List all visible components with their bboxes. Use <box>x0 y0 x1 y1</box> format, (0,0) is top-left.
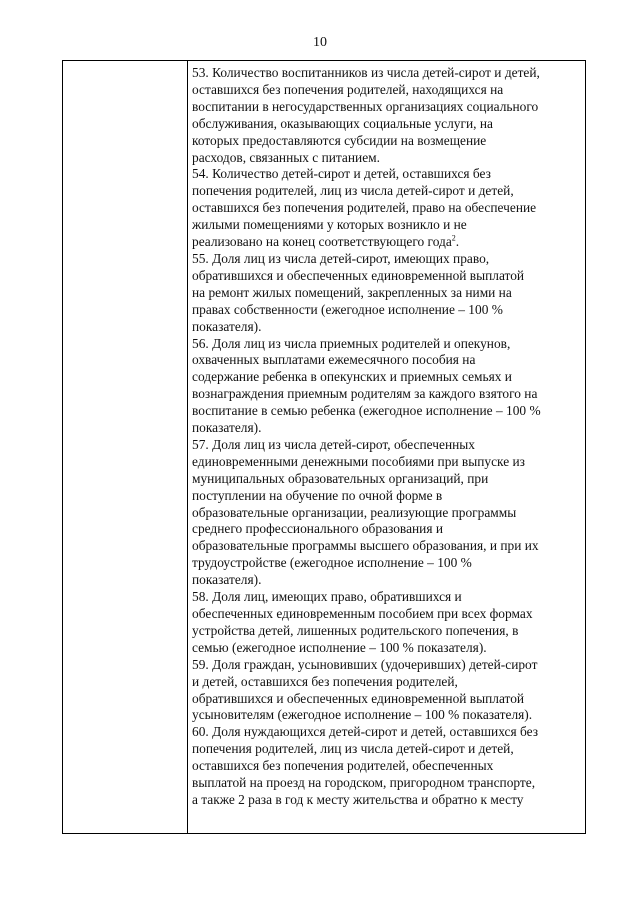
indicator-line: семью (ежегодное исполнение – 100 % показателя). <box>192 639 487 655</box>
indicator-line: обратившихся и обеспеченных единовременной выплатой <box>192 690 525 706</box>
indicator-item <box>192 251 581 336</box>
indicators-table <box>62 60 586 834</box>
indicator-line: показателя). <box>192 420 262 436</box>
footnote-marker: 2 <box>451 233 456 243</box>
indicator-line: 58. Доля лиц, имеющих право, обратившихся и <box>192 589 462 605</box>
indicator-line: воспитании в негосударственных организациях социального <box>192 98 539 114</box>
table-row <box>63 61 586 834</box>
left-column-cell <box>63 61 188 834</box>
indicator-line: обратившихся и обеспеченных единовременной выплатой <box>192 267 525 283</box>
indicator-line: оставшихся без попечения родителей, право на обеспечение <box>192 200 537 216</box>
indicator-item <box>192 437 581 589</box>
indicator-line: 57. Доля лиц из числа детей-сирот, обеспеченных <box>192 436 475 452</box>
indicator-line: попечения родителей, лиц из числа детей-сирот и детей, <box>192 741 514 757</box>
page-number: 10 <box>313 35 327 50</box>
indicator-line <box>192 234 581 251</box>
indicator-line: 59. Доля граждан, усыновивших (удочеривших) детей-сирот <box>192 656 538 672</box>
indicator-item <box>192 724 581 809</box>
indicator-line: которых предоставляются субсидии на возмещение <box>192 132 487 148</box>
indicator-line: расходов, связанных с питанием. <box>192 149 380 165</box>
indicator-line: показателя). <box>192 318 262 334</box>
indicator-line: и детей, оставшихся без попечения родителей, <box>192 673 458 689</box>
indicator-line-tail: . <box>455 234 460 250</box>
indicator-line: а также 2 раза в год к месту жительства и обратно к месту <box>192 791 524 807</box>
indicator-line: содержание ребенка в опекунских и приемных семьях и <box>192 369 512 385</box>
indicator-item <box>192 657 581 725</box>
indicator-line: образовательные организации, реализующие программы <box>192 504 517 520</box>
indicator-line: поступлении на обучение по очной форме в <box>192 487 443 503</box>
indicator-line: муниципальных образовательных организаций, при <box>192 470 489 486</box>
indicator-line: оставшихся без попечения родителей, обеспеченных <box>192 758 494 774</box>
indicator-line: усыновителям (ежегодное исполнение – 100 % показателя). <box>192 707 533 723</box>
indicator-line: 53. Количество воспитанников из числа детей-сирот и детей, <box>192 65 540 80</box>
indicator-list <box>192 65 581 809</box>
indicator-line: показателя). <box>192 572 262 588</box>
indicator-line: 60. Доля нуждающихся детей-сирот и детей, оставшихся без <box>192 724 539 740</box>
indicator-line: выплатой на проезд на городском, пригородном транспорте, <box>192 775 536 791</box>
indicator-line: образовательные программы высшего образования, и при их <box>192 538 539 554</box>
indicator-line: правах собственности (ежегодное исполнение – 100 % <box>192 301 503 317</box>
indicator-line: вознаграждения приемным родителям за каждого взятого на <box>192 386 538 402</box>
indicator-line: единовременными денежными пособиями при выпуске из <box>192 453 525 469</box>
indicator-line: трудоустройстве (ежегодное исполнение – 100 % <box>192 555 472 571</box>
indicator-line: 56. Доля лиц из числа приемных родителей и опекунов, <box>192 335 511 351</box>
indicator-line: жилыми помещениями у которых возникло и не <box>192 217 467 233</box>
indicator-line-text: реализовано на конец соответствующего года <box>192 234 452 250</box>
indicator-line: воспитание в семью ребенка (ежегодное исполнение – 100 % <box>192 403 541 419</box>
indicator-line: устройства детей, лишенных родительского попечения, в <box>192 622 519 638</box>
indicator-line: охваченных выплатами ежемесячного пособия на <box>192 352 476 368</box>
indicator-line: среднего профессионального образования и <box>192 521 444 537</box>
indicator-line: попечения родителей, лиц из числа детей-сирот и детей, <box>192 183 514 199</box>
indicator-item <box>192 589 581 657</box>
indicator-line: обслуживания, оказывающих социальные услуги, на <box>192 115 493 131</box>
indicator-line: 55. Доля лиц из числа детей-сирот, имеющих право, <box>192 250 490 266</box>
indicator-line: обеспеченных единовременным пособием при всех формах <box>192 606 533 621</box>
indicator-item <box>192 65 581 166</box>
indicator-line: оставшихся без попечения родителей, находящихся на <box>192 81 504 97</box>
indicator-line: на ремонт жилых помещений, закрепленных за ними на <box>192 284 512 300</box>
indicator-item <box>192 336 581 437</box>
indicator-line: 54. Количество детей-сирот и детей, оставшихся без <box>192 166 491 182</box>
indicator-item <box>192 166 581 251</box>
indicators-cell <box>188 61 586 834</box>
